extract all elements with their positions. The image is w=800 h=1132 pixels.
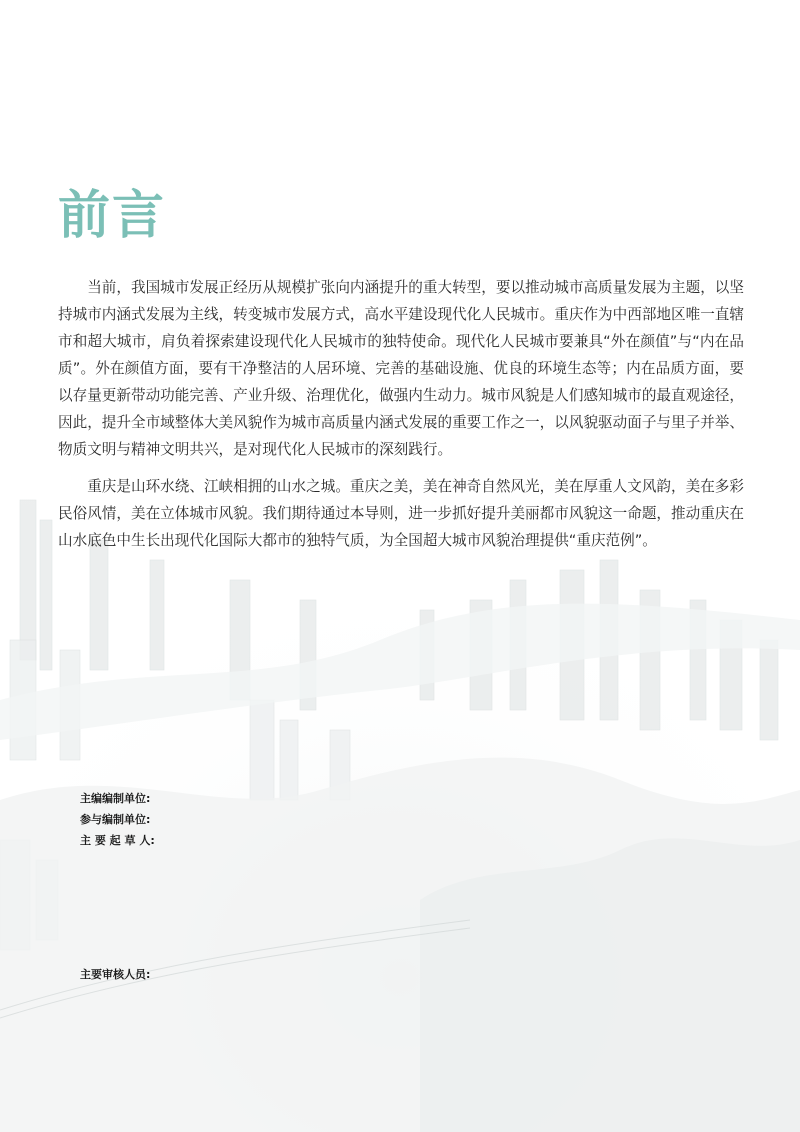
preface-paragraph-2: 重庆是山环水绕、江峡相拥的山水之城。重庆之美，美在神奇自然风光，美在厚重人文风韵，美在多彩民俗风情，美在立体城市风貌。我们期待通过本导则，进一步抓好提升美丽都市风貌这一命题，推动重庆在山水底色中生长出现代化国际大都市的独特气质，为全国超大城市风貌治理提供“重庆范例”。 [58,478,744,549]
review-block [80,964,150,985]
preface-body [58,274,744,564]
credit-label-main-drafters: 主 要 起 草 人: [80,834,155,847]
credits-block [80,788,155,851]
preface-paragraph-1: 当前，我国城市发展正经历从规模扩张向内涵提升的重大转型，要以推动城市高质量发展为主题，以坚持城市内涵式发展为主线，转变城市发展方式，高水平建设现代化人民城市。重庆作为中西部地区唯一直辖市和超大城市，肩负着探索建设现代化人民城市的独特使命。现代化人民城市要兼具“外在颜值”与“内在品质”。外在颜值方面，要有干净整洁的人居环境、完善的基础设施、优良的环境生态等；内在品质方面，要以存量更新带动功能完善、产业升级、治理优化，做强内生动力。城市风貌是人们感知城市的最直观途径，因此，提升全市域整体大美风貌作为城市高质量内涵式发展的重要工作之一，以风貌驱动面子与里子并举、物质文明与精神文明共兴，是对现代化人民城市的深刻践行。 [58,279,744,458]
credit-label-participating-unit: 参与编制单位: [80,813,151,826]
page-title: 前言 [58,186,167,246]
credit-label-reviewers: 主要审核人员: [80,968,151,981]
credit-label-chief-unit: 主编编制单位: [80,792,151,805]
